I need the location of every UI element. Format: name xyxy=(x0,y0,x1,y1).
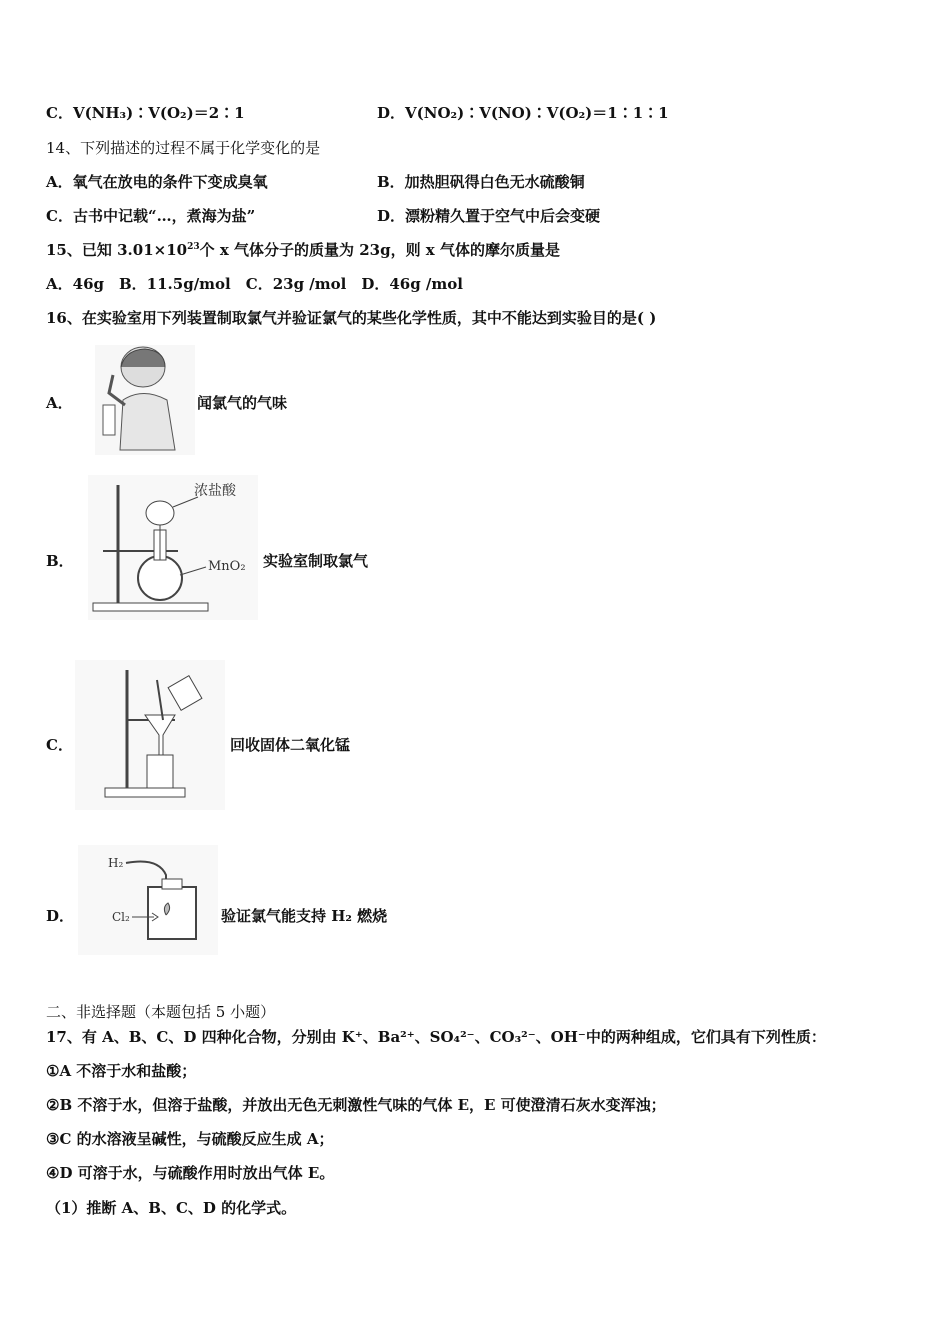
q15-stem-post: 个 x 气体分子的质量为 23g，则 x 气体的摩尔质量是 xyxy=(199,241,560,259)
q16-c-caption: 回收固体二氧化锰 xyxy=(230,736,351,754)
q15-stem-exponent: 23 xyxy=(187,242,200,252)
q15-stem-pre: 15、已知 3.01×10 xyxy=(46,241,188,259)
concentrated-hcl-label: 浓盐酸 xyxy=(194,483,236,499)
q16-c-letter: C． xyxy=(46,736,73,754)
q17-subquestion-1: （1）推断 A、B、C、D 的化学式。 xyxy=(46,1199,297,1217)
q17-property-4: ④D 可溶于水，与硫酸作用时放出气体 E。 xyxy=(46,1164,335,1182)
q17-stem: 17、有 A、B、C、D 四种化合物，分别由 K⁺、Ba²⁺、SO₄²⁻、CO₃²⁻、OH⁻中的两种组成，它们具有下列性质： xyxy=(46,1028,826,1046)
chlorine-generator-figure xyxy=(88,475,258,620)
q16-b-caption: 实验室制取氯气 xyxy=(263,552,369,570)
h2-label: H₂ xyxy=(108,856,124,870)
q14-option-c: C．古书中记载“…，煮海为盐” xyxy=(46,207,256,225)
q13-option-d: D．V(NO₂)∶V(NO)∶V(O₂)＝1∶1∶1 xyxy=(377,104,669,122)
mno2-label: MnO₂ xyxy=(208,559,246,574)
hydrogen-burning-figure xyxy=(78,845,218,955)
q13-option-c: C．V(NH₃)∶V(O₂)＝2∶1 xyxy=(46,104,245,122)
q17-property-1: ①A 不溶于水和盐酸； xyxy=(46,1062,197,1080)
q15-options: A．46g B．11.5g/mol C．23g /mol D．46g /mol xyxy=(46,275,463,293)
q15-stem xyxy=(46,239,560,260)
q16-b-letter: B． xyxy=(46,552,74,570)
q14-option-a: A．氧气在放电的条件下变成臭氧 xyxy=(46,173,268,191)
q16-a-letter: A． xyxy=(46,394,73,412)
q14-option-d: D．漂粉精久置于空气中后会变硬 xyxy=(377,207,601,225)
q14-stem: 14、下列描述的过程不属于化学变化的是 xyxy=(46,139,321,157)
q16-stem: 16、在实验室用下列装置制取氯气并验证氯气的某些化学性质，其中不能达到实验目的是( ) xyxy=(46,309,657,327)
q17-property-2: ②B 不溶于水，但溶于盐酸，并放出无色无刺激性气味的气体 E，E 可使澄清石灰水变浑浊； xyxy=(46,1096,666,1114)
filtration-figure xyxy=(75,660,225,810)
section-title: 二、非选择题（本题包括 5 小题） xyxy=(46,1003,276,1021)
person-smelling-figure xyxy=(95,345,195,455)
q14-option-b: B．加热胆矾得白色无水硫酸铜 xyxy=(377,173,585,191)
q16-d-letter: D． xyxy=(46,907,75,925)
q16-d-caption: 验证氯气能支持 H₂ 燃烧 xyxy=(221,907,388,925)
cl2-label: Cl₂ xyxy=(112,910,130,924)
q16-a-caption: 闻氯气的气味 xyxy=(197,394,288,412)
q17-property-3: ③C 的水溶液呈碱性，与硫酸反应生成 A； xyxy=(46,1130,334,1148)
